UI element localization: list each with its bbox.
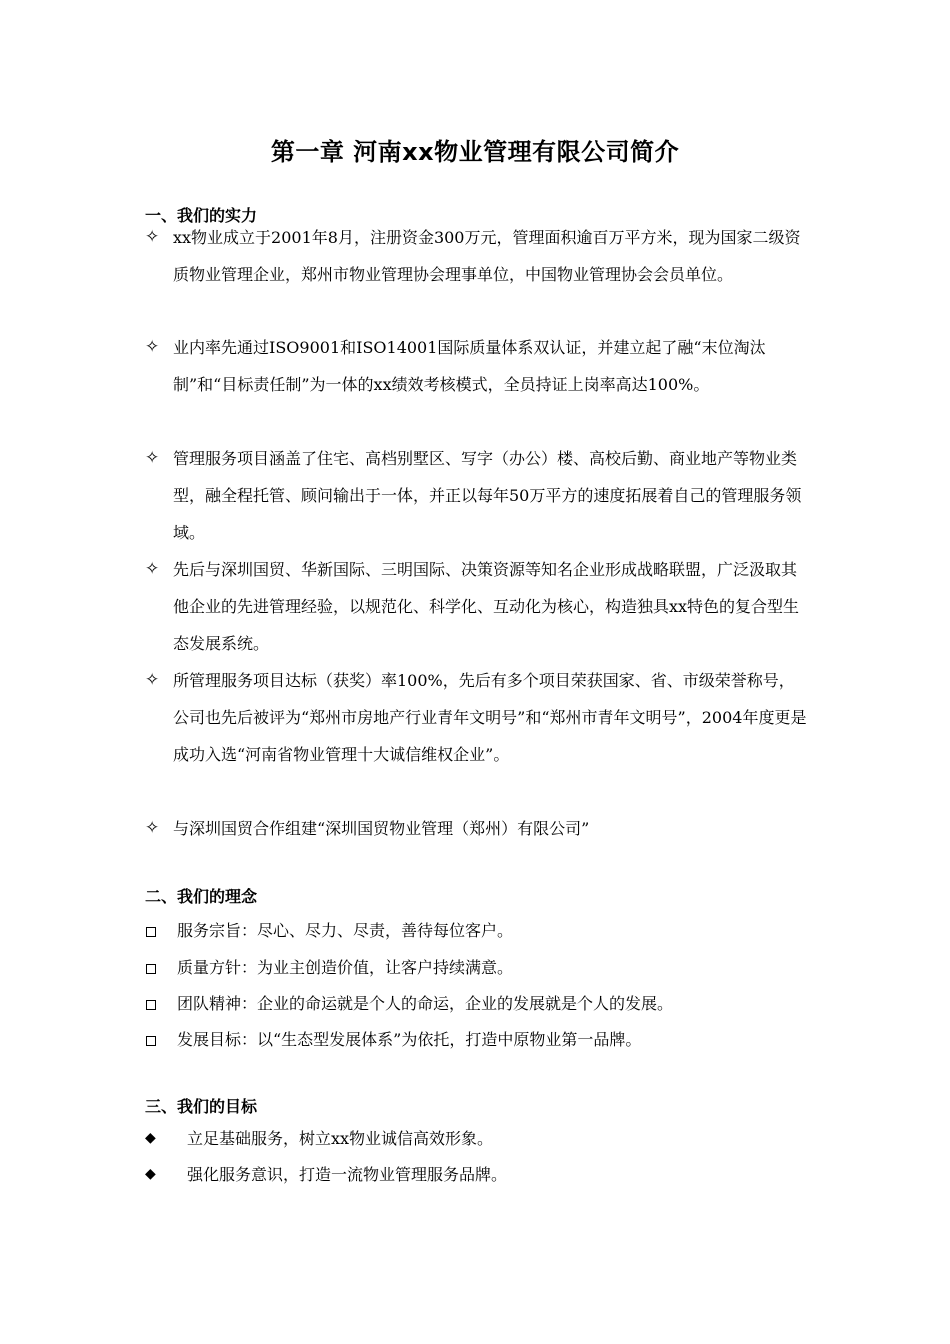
list-item xyxy=(145,985,810,1022)
list-item xyxy=(145,912,810,949)
list-item-text: 服务宗旨：尽心、尽力、尽责，善待每位客户。 xyxy=(177,921,514,940)
star-bullet-icon: ✧ xyxy=(145,337,160,357)
section-heading-strength: 一、我们的实力 xyxy=(145,206,258,225)
list-item xyxy=(145,1021,810,1058)
star-bullet-icon: ✧ xyxy=(145,227,160,247)
diamond-bullet-icon: ◆ xyxy=(145,1166,156,1182)
list-item-text: 质量方针：为业主创造价值，让客户持续满意。 xyxy=(177,958,514,977)
list-item-text: 强化服务意识，打造一流物业管理服务品牌。 xyxy=(187,1165,508,1184)
list-item-text: 先后与深圳国贸、华新国际、三明国际、决策资源等知名企业形成战略联盟，广泛汲取其他企业的先进管理经验，以规范化、科学化、互动化为核心，构造独具xx特色的复合型生态发展系统。 xyxy=(173,560,800,653)
page-title: 第一章 河南xx物业管理有限公司简介 xyxy=(270,138,680,166)
list-item xyxy=(145,329,810,403)
square-bullet-icon xyxy=(145,912,169,950)
square-bullet-icon xyxy=(145,949,169,987)
list-item-text: 所管理服务项目达标（获奖）率100%，先后有多个项目荣获国家、省、市级荣誉称号，公司也先后被评为“郑州市房地产行业青年文明号”和“郑州市青年文明号”，2004年度更是成功入选“河南省物业管理十大诚信维权企业”。 xyxy=(173,671,807,764)
list-item-text: 与深圳国贸合作组建“深圳国贸物业管理（郑州）有限公司” xyxy=(173,819,590,838)
list-item xyxy=(145,551,810,662)
square-bullet-icon xyxy=(145,1021,169,1059)
diamond-bullet-icon: ◆ xyxy=(145,1130,156,1146)
list-item xyxy=(145,219,810,293)
list-item-text: xx物业成立于2001年8月，注册资金300万元，管理面积逾百万平方米，现为国家二级资质物业管理企业，郑州市物业管理协会理事单位，中国物业管理协会会员单位。 xyxy=(173,228,801,284)
list-item-text: 立足基础服务，树立xx物业诚信高效形象。 xyxy=(187,1129,494,1148)
list-item xyxy=(145,1120,810,1157)
list-item-text: 发展目标：以“生态型发展体系”为依托，打造中原物业第一品牌。 xyxy=(177,1030,642,1049)
list-item-text: 业内率先通过ISO9001和ISO14001国际质量体系双认证，并建立起了融“末位淘汰制”和“目标责任制”为一体的xx绩效考核模式，全员持证上岗率高达100%。 xyxy=(173,338,766,394)
star-bullet-icon: ✧ xyxy=(145,818,160,838)
star-bullet-icon: ✧ xyxy=(145,559,160,579)
list-item-text: 团队精神：企业的命运就是个人的命运，企业的发展就是个人的发展。 xyxy=(177,994,674,1013)
star-bullet-icon: ✧ xyxy=(145,670,160,690)
section-heading-goals: 三、我们的目标 xyxy=(145,1097,258,1116)
list-item xyxy=(145,662,810,773)
list-item-text: 管理服务项目涵盖了住宅、高档别墅区、写字（办公）楼、高校后勤、商业地产等物业类型，融全程托管、顾问输出于一体，并正以每年50万平方的速度拓展着自己的管理服务领域。 xyxy=(173,449,802,542)
list-item xyxy=(145,440,810,551)
list-item xyxy=(145,1156,810,1193)
list-item xyxy=(145,810,810,847)
list-item xyxy=(145,949,810,986)
section-heading-philosophy: 二、我们的理念 xyxy=(145,887,258,906)
square-bullet-icon xyxy=(145,985,169,1023)
star-bullet-icon: ✧ xyxy=(145,448,160,468)
